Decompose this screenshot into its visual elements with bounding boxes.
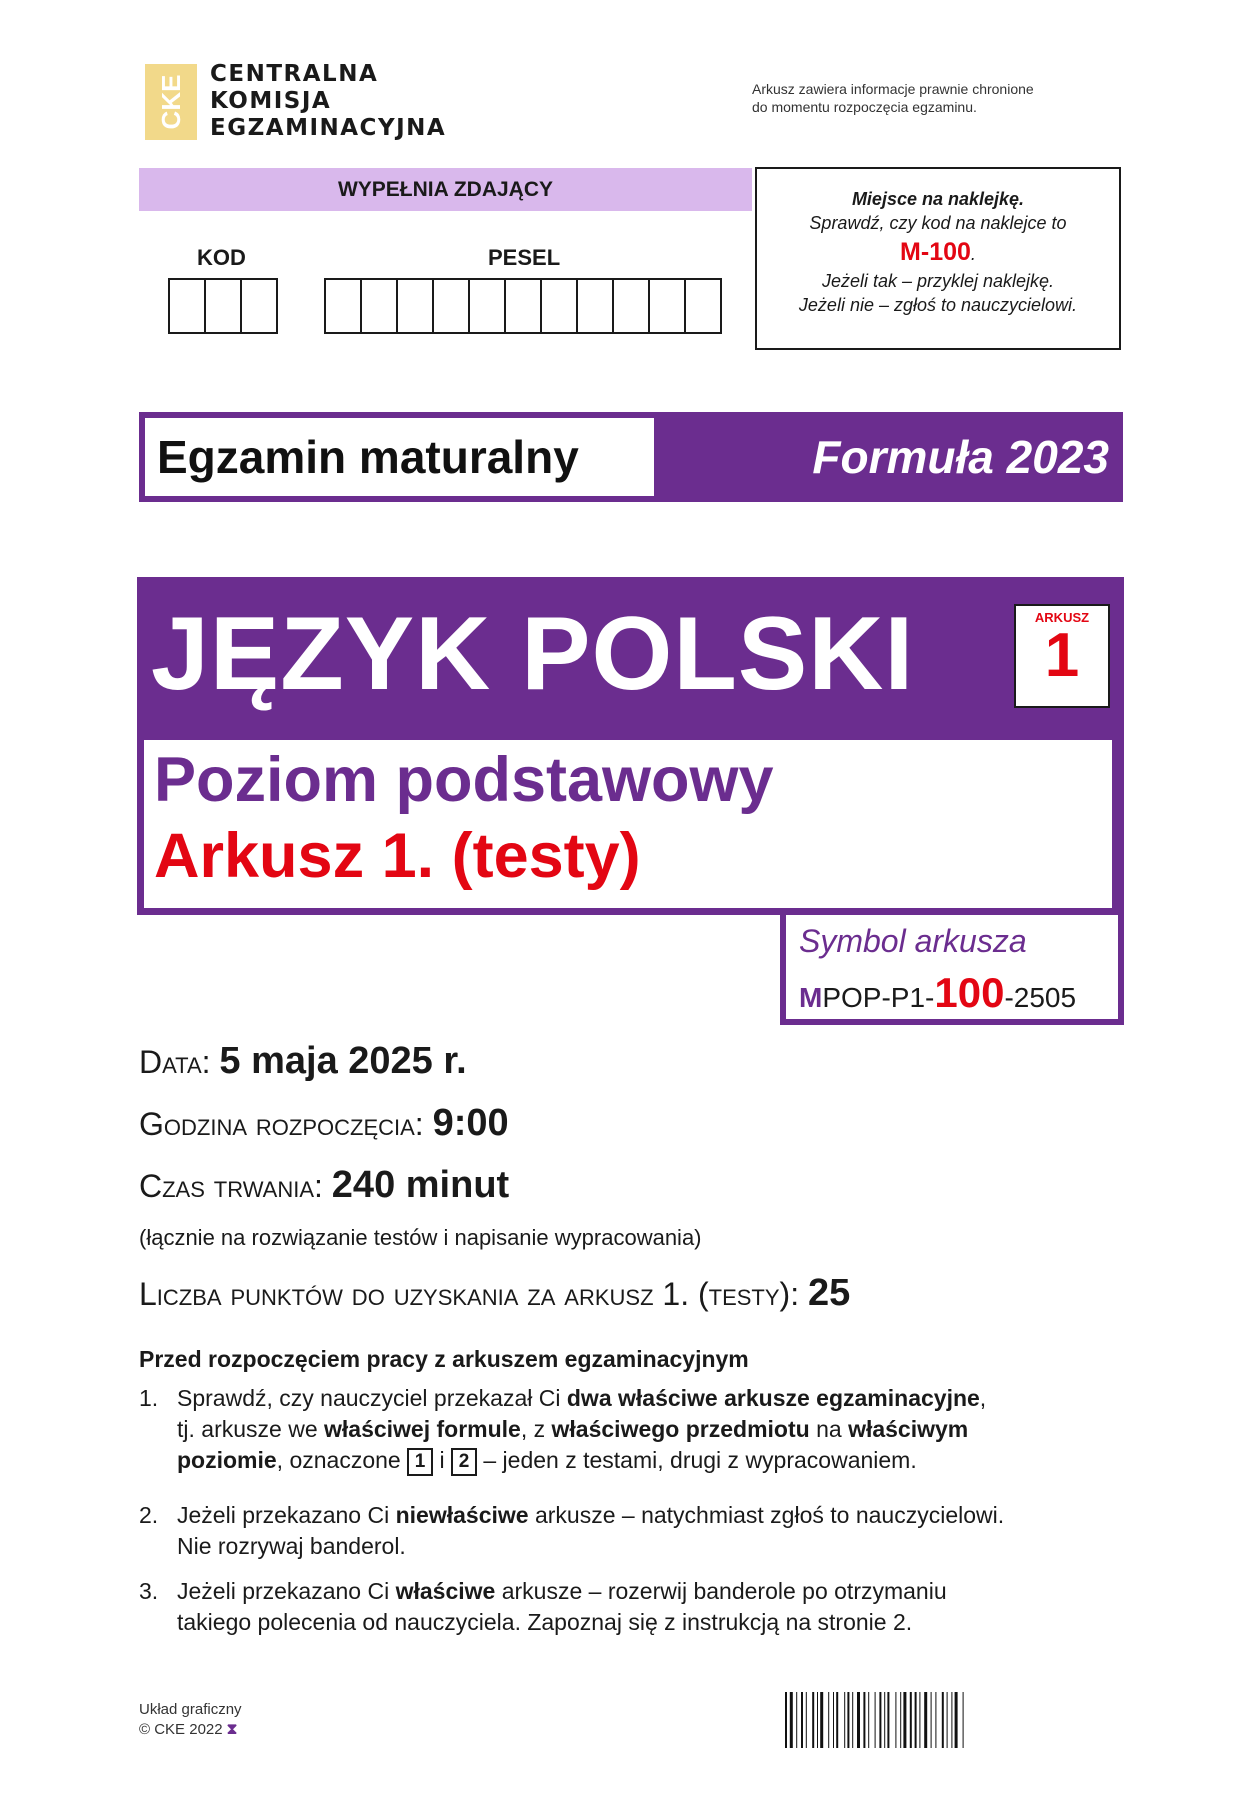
instruction-item: 1. Sprawdź, czy nauczyciel przekazał Ci dwa właściwe arkusze egzaminacyjne, tj. arkusze we właściwej formule, z właściwego przedmiotu na właściwym poziomie, oznaczone 1 i 2 – jeden z testami, drugi z wypracowaniem.: [139, 1383, 1129, 1476]
points-available: Liczba punktów do uzyskania za arkusz 1. (testy): 25: [139, 1272, 851, 1314]
exam-banner: [139, 412, 1123, 502]
cke-logo-mark: CKE: [145, 64, 197, 140]
sheet-symbol: Symbol arkusza MPOP-P1-100-2505: [780, 915, 1124, 1025]
arkusz-title: Arkusz 1. (testy): [154, 821, 641, 891]
cke-logo-text: CENTRALNA KOMISJA EGZAMINACYJNA: [210, 61, 447, 141]
exam-formula: Formuła 2023: [812, 431, 1109, 483]
duration-note: (łącznie na rozwiązanie testów i napisanie wypracowania): [139, 1225, 702, 1250]
instruction-item: 3. Jeżeli przekazano Ci właściwe arkusze – rozerwij banderole po otrzymaniu takiego polecenia od nauczyciela. Zapoznaj się z instrukcją na stronie 2.: [139, 1578, 947, 1635]
exam-start-time: Godzina rozpoczęcia: 9:00: [139, 1102, 509, 1144]
instruction-item: 2. Jeżeli przekazano Ci niewłaściwe arkusze – natychmiast zgłoś to nauczycielowi. Nie rozrywaj banderol.: [139, 1502, 1005, 1559]
instructions-heading: Przed rozpoczęciem pracy z arkuszem egzaminacyjnym: [139, 1346, 749, 1372]
kod-field[interactable]: [168, 278, 278, 334]
arkusz-number-box: ARKUSZ 1: [1014, 604, 1110, 708]
pesel-field[interactable]: [324, 278, 722, 334]
level-box: [144, 740, 1112, 908]
protected-info-note: Arkusz zawiera informacje prawnie chronione do momentu rozpoczęcia egzaminu.: [752, 81, 1034, 115]
exam-duration: Czas trwania: 240 minut: [139, 1164, 510, 1206]
candidate-fill-header: WYPEŁNIA ZDAJĄCY: [139, 168, 752, 211]
footer-credits: Układ graficzny © CKE 2022 ⧗: [139, 1701, 242, 1738]
kod-label: KOD: [197, 245, 246, 270]
sheet-2-marker: 2: [451, 1448, 477, 1476]
exam-date: Data: 5 maja 2025 r.: [139, 1040, 467, 1082]
level-title: Poziom podstawowy: [154, 745, 774, 815]
barcode-icon: [785, 1692, 1110, 1748]
pesel-label: PESEL: [488, 245, 561, 270]
sticker-area: Miejsce na naklejkę. Sprawdź, czy kod na naklejce to M-100. Jeżeli tak – przyklej naklejkę. Jeżeli nie – zgłoś to nauczycielowi.: [755, 167, 1121, 350]
subject-title: JĘZYK POLSKI: [151, 596, 915, 712]
exam-type: Egzamin maturalny: [145, 418, 654, 496]
sticker-code: M-100: [900, 238, 971, 266]
subject-block: [137, 577, 1124, 915]
sheet-1-marker: 1: [407, 1448, 433, 1476]
